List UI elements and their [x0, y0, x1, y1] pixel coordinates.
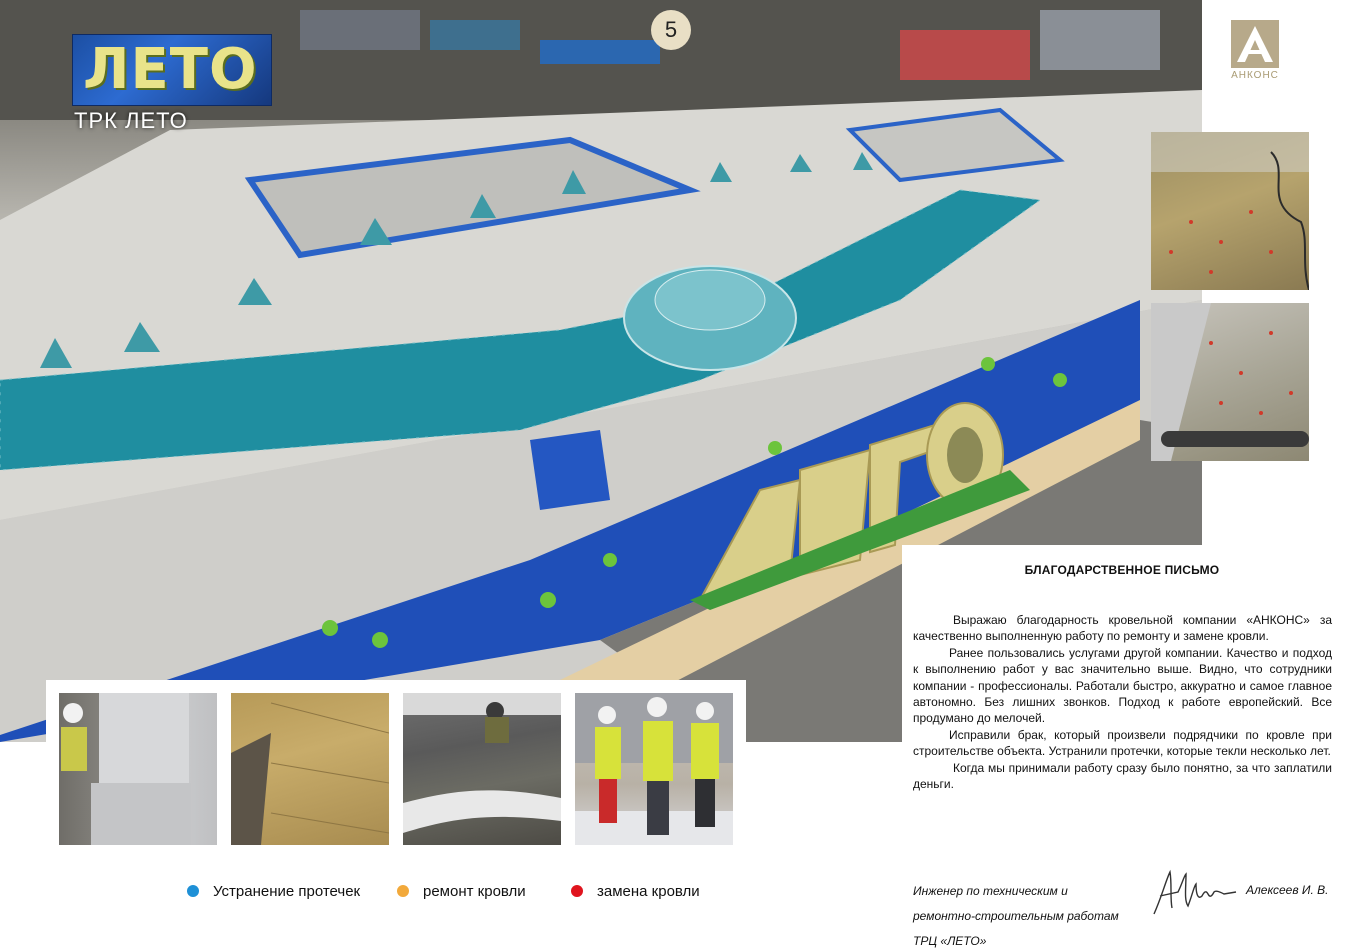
triangle-a-icon — [1231, 20, 1279, 68]
letter-paragraph: Исправили брак, который произвели подрядчики по кровле при строительстве объекта. Устранили протечки, которые текли несколько лет. — [913, 727, 1332, 759]
insulation-photo-1 — [1151, 132, 1309, 290]
insulation-photo-1-graphic — [1151, 132, 1309, 290]
logo-word: ЛЕТО — [83, 37, 258, 102]
letter-paragraph: Выражаю благодарность кровельной компании «АНКОНС» за качественно выполненную работу по ремонту и замене кровли. — [913, 613, 1332, 644]
company-name: АНКОНС — [1231, 70, 1279, 81]
insulation-photo-2-graphic — [1151, 303, 1309, 461]
signature-position-line: ТРЦ «ЛЕТО» — [913, 934, 987, 948]
legend-label: ремонт кровли — [423, 882, 526, 900]
company-logo — [1222, 20, 1288, 86]
letter-paragraph: Ранее пользовались услугами другой компании. Качество и подход к выполнению работ у вас значительно выше. Видно, что сотрудники компании - профессионалы. Работали быстро, аккуратно и самое главное автономно. Без лишних звонков. Подход к работе европейский. Все продумано до мелочей. — [913, 645, 1332, 726]
membrane-photo — [403, 693, 561, 845]
roof-insulation-photo — [231, 693, 389, 845]
legend-dot-icon — [397, 885, 409, 897]
project-logo — [72, 34, 272, 106]
roof-insulation-photo-graphic — [231, 693, 389, 845]
signature-position-line: ремонтно-строительным работам — [913, 909, 1119, 923]
team-photo — [575, 693, 733, 845]
legend-label: Устранение протечек — [213, 882, 361, 900]
signature-name: Алексеев И. В. — [1246, 883, 1329, 897]
handwritten-signature — [1148, 866, 1240, 918]
legend-item-replacement — [571, 881, 700, 901]
worker-photo-graphic — [59, 693, 217, 845]
worker-photo — [59, 693, 217, 845]
legend-dot-icon — [571, 885, 583, 897]
letter-body — [913, 612, 1332, 792]
insulation-photo-2 — [1151, 303, 1309, 461]
legend-label: замена кровли — [597, 882, 700, 900]
page-number-badge: 5 — [651, 10, 691, 50]
team-photo-graphic — [575, 693, 733, 845]
legend-item-repair — [397, 881, 526, 901]
membrane-photo-graphic — [403, 693, 561, 845]
letter-title: БЛАГОДАРСТВЕННОЕ ПИСЬМО — [1024, 563, 1220, 577]
legend-dot-icon — [187, 885, 199, 897]
logo-subtitle: ТРК ЛЕТО — [74, 108, 188, 133]
signature-position-line: Инженер по техническим и — [913, 884, 1068, 898]
letter-paragraph: Когда мы принимали работу сразу было понятно, за что заплатили деньги. — [913, 760, 1332, 792]
legend-item-leaks — [187, 881, 360, 901]
